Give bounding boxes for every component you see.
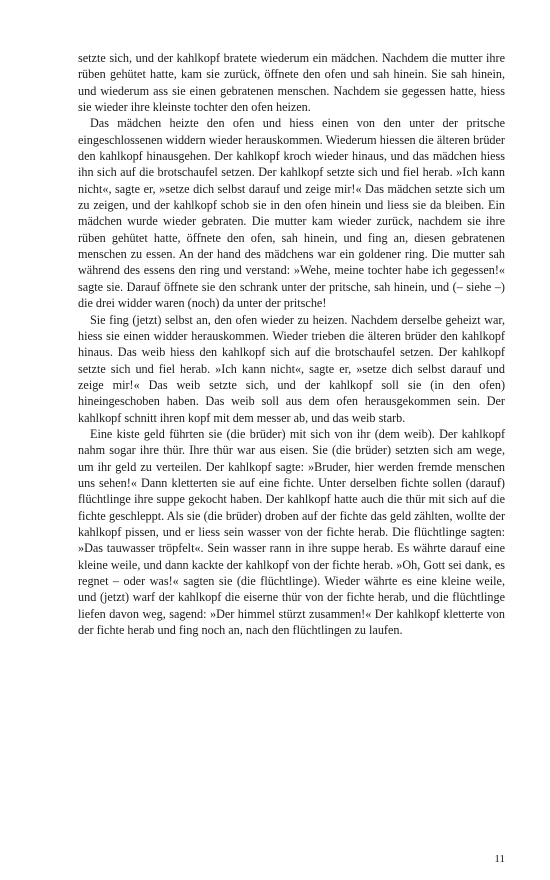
page-number: 11 [494,853,505,865]
paragraph-4: Eine kiste geld führten sie (die brüder) mit sich von ihr (dem weib). Der kahlkopf nahm sogar ihre thür. Ihre thür war aus eisen. Sie (die brüder) setzten sich am wege, um ihr geld zu verteilen. Der kahlkopf sagte: »Bruder, hier werden fremde menschen uns sehen!« Dann kletterten sie auf eine fichte. Unter derselben fichte sollen (darauf) flüchtlinge ihre suppe gekocht haben. Der kahlkopf hatte auch die thür mit sich auf die fichte geschleppt. Als sie (die brüder) droben auf der fichte das geld zählten, wollte der kahlkopf pissen, und er liess sein wasser von der fichte herab. Die flüchtlinge sagten: »Das tauwasser tröpfelt«. Sein wasser rann in ihre suppe herab. Es währte darauf eine kleine weile, und dann kackte der kahlkopf von der fichte herab. »Oh, Gott sei dank, es regnet – oder was!« sagten sie (die flüchtlinge). Wieder währte es eine kleine weile, und (jetzt) warf der kahlkopf die eiserne thür von der fichte herab, und die flüchtlinge liefen davon weg, sagend: »Der himmel stürzt zusammen!« Der kahlkopf kletterte von der fichte herab und fing noch an, nach den flüchtlingen zu laufen. [78,426,505,638]
paragraph-1: setzte sich, und der kahlkopf bratete wiederum ein mädchen. Nachdem die mutter ihre rüben gehütet hatte, kam sie zurück, öffnete den ofen und sah hinein. Sie sah hinein, und wiederum ass sie einen gebratenen menschen. Nachdem sie gegessen hatte, hiess sie wieder ihre kleinste tochter den ofen heizen. [78,51,505,115]
page-body [78,50,505,638]
paragraph-3: Sie fing (jetzt) selbst an, den ofen wieder zu heizen. Nachdem derselbe geheizt war, hiess sie einen widder herauskommen. Wieder trieben die älteren brüder den kahlkopf hinaus. Das weib hiess den kahlkopf sich auf die brotschaufel setzen. Der kahlkopf setzte sich und fiel herab. »Ich kann nicht«, sagte er, »setze dich selbst darauf und zeige mir!« Das weib setzte sich, und der kahlkopf soll sie (in den ofen) hineingeschoben haben. Das weib soll aus dem ofen herausgekommen sein. Der kahlkopf schnitt ihren kopf mit dem messer ab, und das weib starb. [78,312,505,425]
paragraph-2: Das mädchen heizte den ofen und hiess einen von den unter der pritsche eingeschlossenen widdern wieder herauskommen. Wiederum hiessen die älteren brüder den kahlkopf hinausgehen. Der kahlkopf kroch wieder hinaus, und das mädchen hiess ihn sich auf die brotschaufel setzen. Der kahlkopf setzte sich und fiel herab. »Ich kann nicht«, sagte er, »setze dich selbst darauf und zeige mir!« Das mädchen setzte sich um zu zeigen, und der kahlkopf schob sie in den ofen hinein und liess sie da bleiben. Ein mädchen wurde wieder gebraten. Die mutter kam wieder zurück, nachdem sie ihre rüben gehütet hatte, öffnete den ofen, sah hinein, und fing an, diesen gebratenen menschen zu essen. An der hand des mädchens war ein goldener ring. Die mutter sah während des essens den ring und verstand: »Wehe, meine tochter habe ich gegessen!« sagte sie. Darauf öffnete sie den schrank unter der pritsche, sah hinein, und (– siehe –) die drei widder waren (noch) da unter der pritsche! [78,116,505,311]
